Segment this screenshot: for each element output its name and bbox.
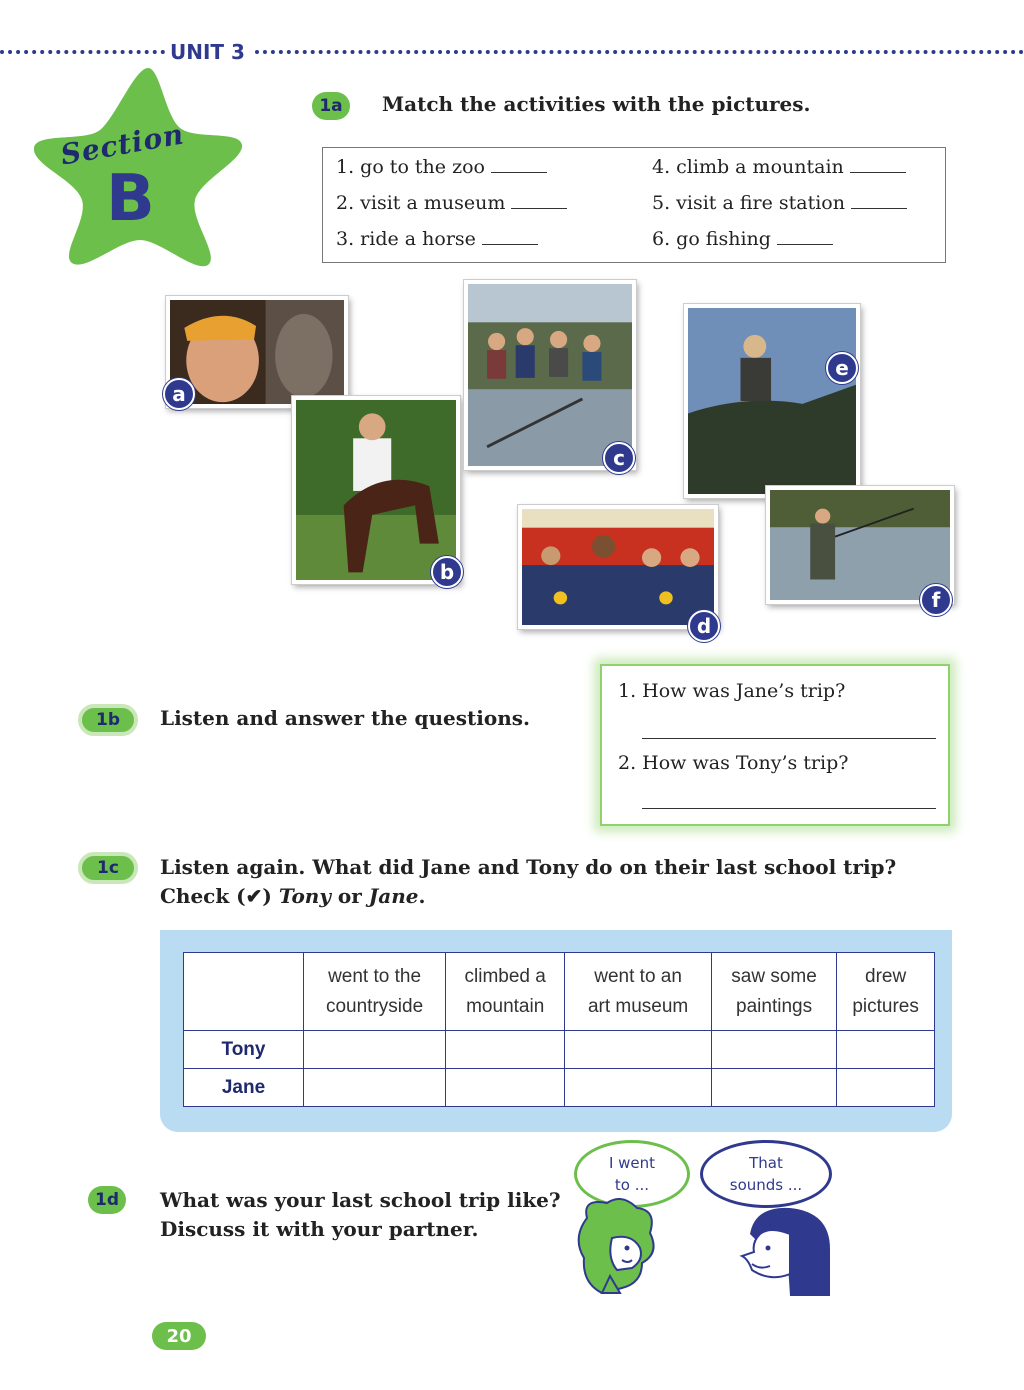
- speech-bubble-2: That sounds ...: [700, 1140, 832, 1208]
- row-header-tony: Tony: [184, 1031, 304, 1069]
- instruction-1a: Match the activities with the pictures.: [382, 92, 811, 116]
- section-word: Section: [58, 117, 187, 172]
- instruction-1c-line1: Listen again. What did Jane and Tony do on their last school trip?: [160, 855, 897, 879]
- col-header-mountain: climbed a mountain: [446, 953, 565, 1031]
- table-row: [184, 1069, 935, 1107]
- check-cell[interactable]: [304, 1031, 446, 1069]
- table-row: [184, 1031, 935, 1069]
- match-item-1: 1. go to the zoo: [336, 156, 547, 178]
- students-museum-photo: [464, 280, 636, 470]
- header-dots-left: [0, 50, 165, 54]
- answer-blank[interactable]: [491, 172, 547, 173]
- photo-label-f: f: [920, 584, 952, 616]
- question-2: 2. How was Tony’s trip?: [618, 752, 849, 774]
- page-number: 20: [152, 1322, 206, 1350]
- badge-1c: 1c: [78, 852, 138, 884]
- instruction-1d-line1: What was your last school trip like?: [160, 1188, 561, 1212]
- col-header-pictures: drew pictures: [837, 953, 935, 1031]
- check-cell[interactable]: [565, 1069, 712, 1107]
- badge-1a: 1a: [312, 92, 350, 120]
- check-cell[interactable]: [711, 1031, 836, 1069]
- answer-line-1[interactable]: [642, 738, 936, 739]
- horse-rider-photo: [292, 396, 460, 584]
- question-1: 1. How was Jane’s trip?: [618, 680, 846, 702]
- col-header-countryside: went to the countryside: [304, 953, 446, 1031]
- instruction-1d-line2: Discuss it with your partner.: [160, 1217, 479, 1241]
- instruction-1c-line2: Check (✔) Tony or Jane.: [160, 884, 426, 908]
- check-cell[interactable]: [837, 1031, 935, 1069]
- photo-label-b: b: [431, 556, 463, 588]
- check-cell[interactable]: [565, 1031, 712, 1069]
- section-letter: B: [106, 162, 155, 236]
- firefighters-photo: [518, 505, 718, 629]
- speech-bubble-1: I went to ...: [574, 1140, 690, 1208]
- match-item-6: 6. go fishing: [652, 228, 833, 250]
- check-table: [183, 952, 935, 1107]
- instruction-1b: Listen and answer the questions.: [160, 706, 530, 730]
- photo-label-e: e: [826, 352, 858, 384]
- col-header-art-museum: went to an art museum: [565, 953, 712, 1031]
- badge-1b: 1b: [78, 704, 138, 736]
- row-header-jane: Jane: [184, 1069, 304, 1107]
- badge-1d: 1d: [88, 1186, 126, 1214]
- answer-blank[interactable]: [777, 244, 833, 245]
- check-mark-icon: ✔: [245, 884, 263, 908]
- unit-label: UNIT 3: [170, 40, 245, 64]
- check-cell[interactable]: [446, 1031, 565, 1069]
- check-cell[interactable]: [304, 1069, 446, 1107]
- answer-blank[interactable]: [482, 244, 538, 245]
- header-dots-right: [255, 50, 1024, 54]
- girl-cartoon-icon: [572, 1198, 662, 1302]
- answer-blank[interactable]: [850, 172, 906, 173]
- photo-label-c: c: [603, 442, 635, 474]
- answer-blank[interactable]: [851, 208, 907, 209]
- answer-line-2[interactable]: [642, 808, 936, 809]
- check-cell[interactable]: [837, 1069, 935, 1107]
- photo-label-a: a: [163, 378, 195, 410]
- check-cell[interactable]: [711, 1069, 836, 1107]
- match-item-3: 3. ride a horse: [336, 228, 538, 250]
- col-header-paintings: saw some paintings: [711, 953, 836, 1031]
- photo-label-d: d: [688, 610, 720, 642]
- answer-blank[interactable]: [511, 208, 567, 209]
- match-item-5: 5. visit a fire station: [652, 192, 907, 214]
- match-item-4: 4. climb a mountain: [652, 156, 906, 178]
- match-item-2: 2. visit a museum: [336, 192, 567, 214]
- mountain-climber-photo: [684, 304, 860, 498]
- table-corner-cell: [184, 953, 304, 1031]
- check-cell[interactable]: [446, 1069, 565, 1107]
- boy-cartoon-icon: [730, 1204, 836, 1300]
